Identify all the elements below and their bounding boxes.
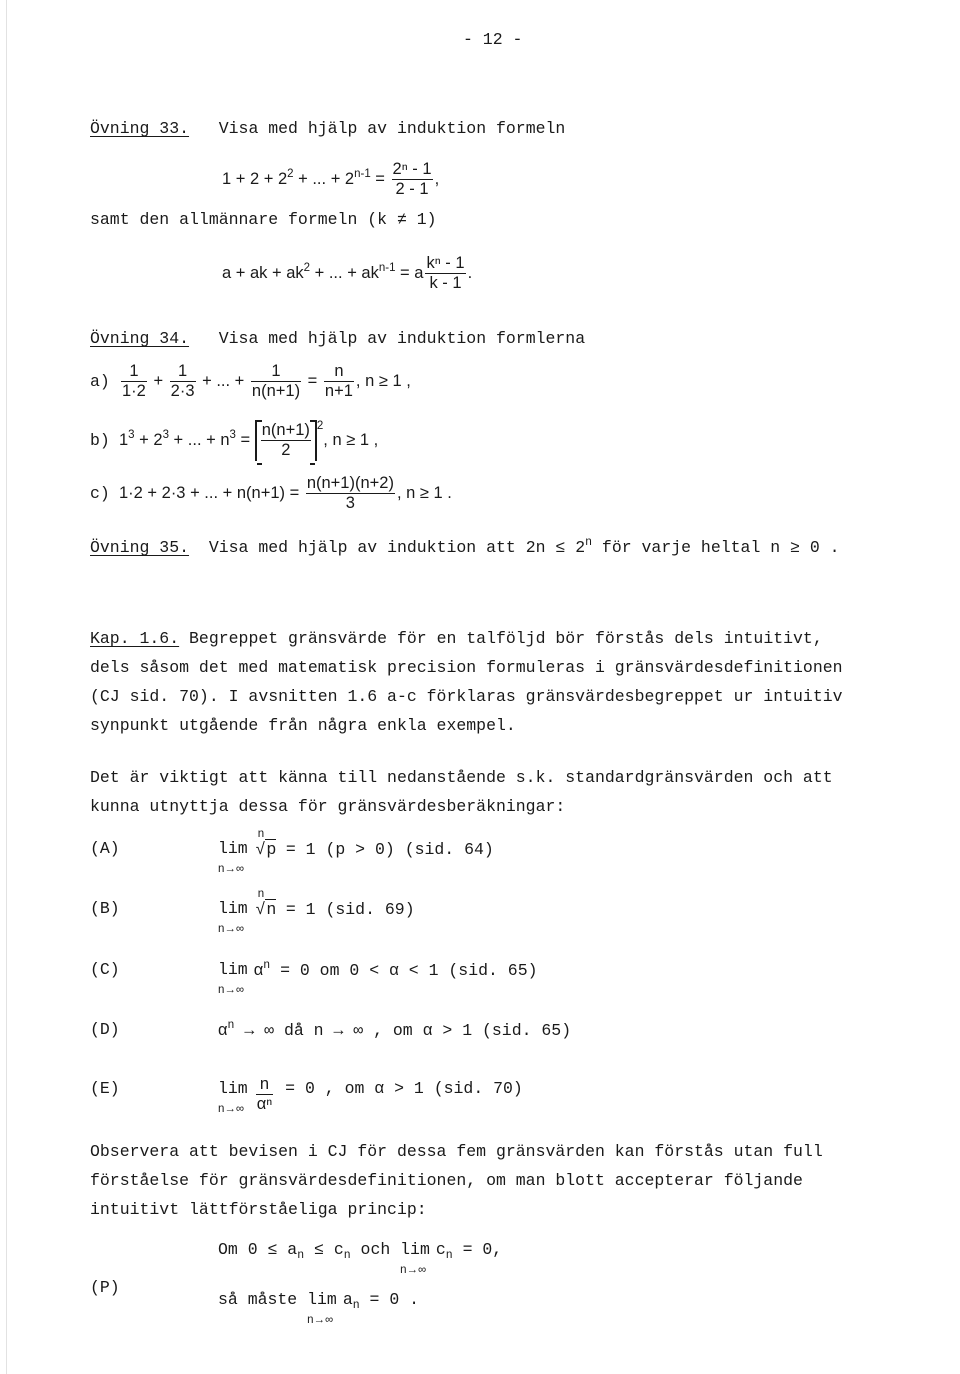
standard-limits-line-2: kunna utnyttja dessa för gränsvärdesberäkningar: [90, 797, 566, 816]
limit-A-label: (A) [90, 839, 120, 858]
exercise-34-heading [90, 331, 585, 348]
exercise-35: Övning 35. Visa med hjälp av induktion att $2n \le 2^n$ för varje heltal n ≥ 0 . [90, 536, 840, 557]
kap-paragraph-line-4: synpunkt utgående från några enkla exempel. [90, 716, 516, 735]
exercise-34-label: Övning 34. [90, 329, 190, 348]
limit-D-label: (D) [90, 1020, 120, 1039]
fraction: $\frac{\text{kⁿ - 1}}{k - 1}$ [426, 254, 465, 292]
kap-label: Kap. 1.6. [90, 629, 180, 648]
page-number: - 12 - [463, 30, 523, 49]
principle-line-2: så måste lim n→∞ $a_n = 0$ . [218, 1290, 420, 1326]
kap-paragraph-line-3: (CJ sid. 70). I avsnitten 1.6 a-c förklaras gränsvärdesbegreppet ur intuitiv [90, 687, 843, 706]
formula-c: c) 1·2 + 2·3 + ... + n(n+1) = $\frac{n(n+1)(n+2)}{3}$ , n ≥ 1 . [90, 474, 452, 512]
square-brackets: $\frac{n(n+1)}{2}$ [255, 420, 317, 461]
limit-B-label: (B) [90, 899, 120, 918]
observe-line-1: Observera att bevisen i CJ för dessa fem gränsvärden kan förstås utan full [90, 1142, 823, 1161]
exercise-33-intro: Visa med hjälp av induktion formeln [218, 119, 566, 138]
formula-b: b) $1^3 + 2^3$ + ... + $n^3$ = $\frac{n(n+1)}{2}$ $^2$, n ≥ 1 , [90, 419, 379, 459]
formula-a: a) $\frac{1}{1\cdot 2}$ + $\frac{1}{2\cdot 3}$ + ... + $\frac{1}{n(n+1)}$ = $\frac{n}{n+1}$ , n ≥ 1 , [90, 362, 411, 400]
kap-paragraph-line-1: Kap. 1.6. Begreppet gränsvärde för en talföljd bör förstås dels intuitivt, [90, 629, 823, 648]
limit-C-label: (C) [90, 960, 120, 979]
limit-C: lim n→∞ $\alpha^n = 0$ om 0 < α < 1 (sid. 65) [218, 959, 538, 996]
page-margin-line [6, 0, 7, 1374]
exercise-34-intro: Visa med hjälp av induktion formlerna [218, 329, 586, 348]
exercise-33-heading [90, 121, 565, 138]
exercise-33-label: Övning 33. [90, 119, 190, 138]
observe-line-3: intuitivt lättförståeliga princip: [90, 1200, 427, 1219]
standard-limits-line-1: Det är viktigt att känna till nedanstående s.k. standardgränsvärden och att [90, 768, 833, 787]
exercise-33-formula-2: a + ak + $ak^2$ + ... + $ak^{n-1} = a$ $\frac{\text{kⁿ - 1}}{k - 1}$ . [222, 254, 473, 292]
kap-paragraph-line-2: dels såsom det med matematisk precision formuleras i gränsvärdesdefinitionen [90, 658, 843, 677]
observe-line-2: förståelse för gränsvärdesdefinitionen, om man blott accepterar följande [90, 1171, 803, 1190]
exercise-35-label: Övning 35. [90, 538, 190, 557]
general-formula-text: samt den allmännare formeln (k ≠ 1) [90, 210, 437, 229]
principle-label: (P) [90, 1278, 120, 1297]
limit-E-label: (E) [90, 1079, 120, 1098]
limit-B: lim n→∞ n √ n = 1 (sid. 69) [218, 888, 415, 935]
exercise-33-formula-1: $1 + 2 + 2^2$ + ... + $2^{n-1}$ = $\frac{\text{2ⁿ - 1}}{2 - 1}$ , [222, 160, 440, 198]
limit-A: lim n→∞ n √ p = 1 (p > 0) (sid. 64) [218, 828, 494, 875]
fraction: $\frac{\text{2ⁿ - 1}}{2 - 1}$ [392, 160, 432, 198]
principle-line-1: Om $0 \le a_n \le c_n$ och lim n→∞ $c_n = 0$, [218, 1240, 503, 1276]
limit-E: lim n→∞ $\frac{n}{\text{αⁿ}}$ = 0 , om α > 1 (sid. 70) [218, 1075, 523, 1115]
limit-D: $\alpha^n$ → ∞ då n → ∞ , om α > 1 (sid. 65) [218, 1019, 572, 1040]
